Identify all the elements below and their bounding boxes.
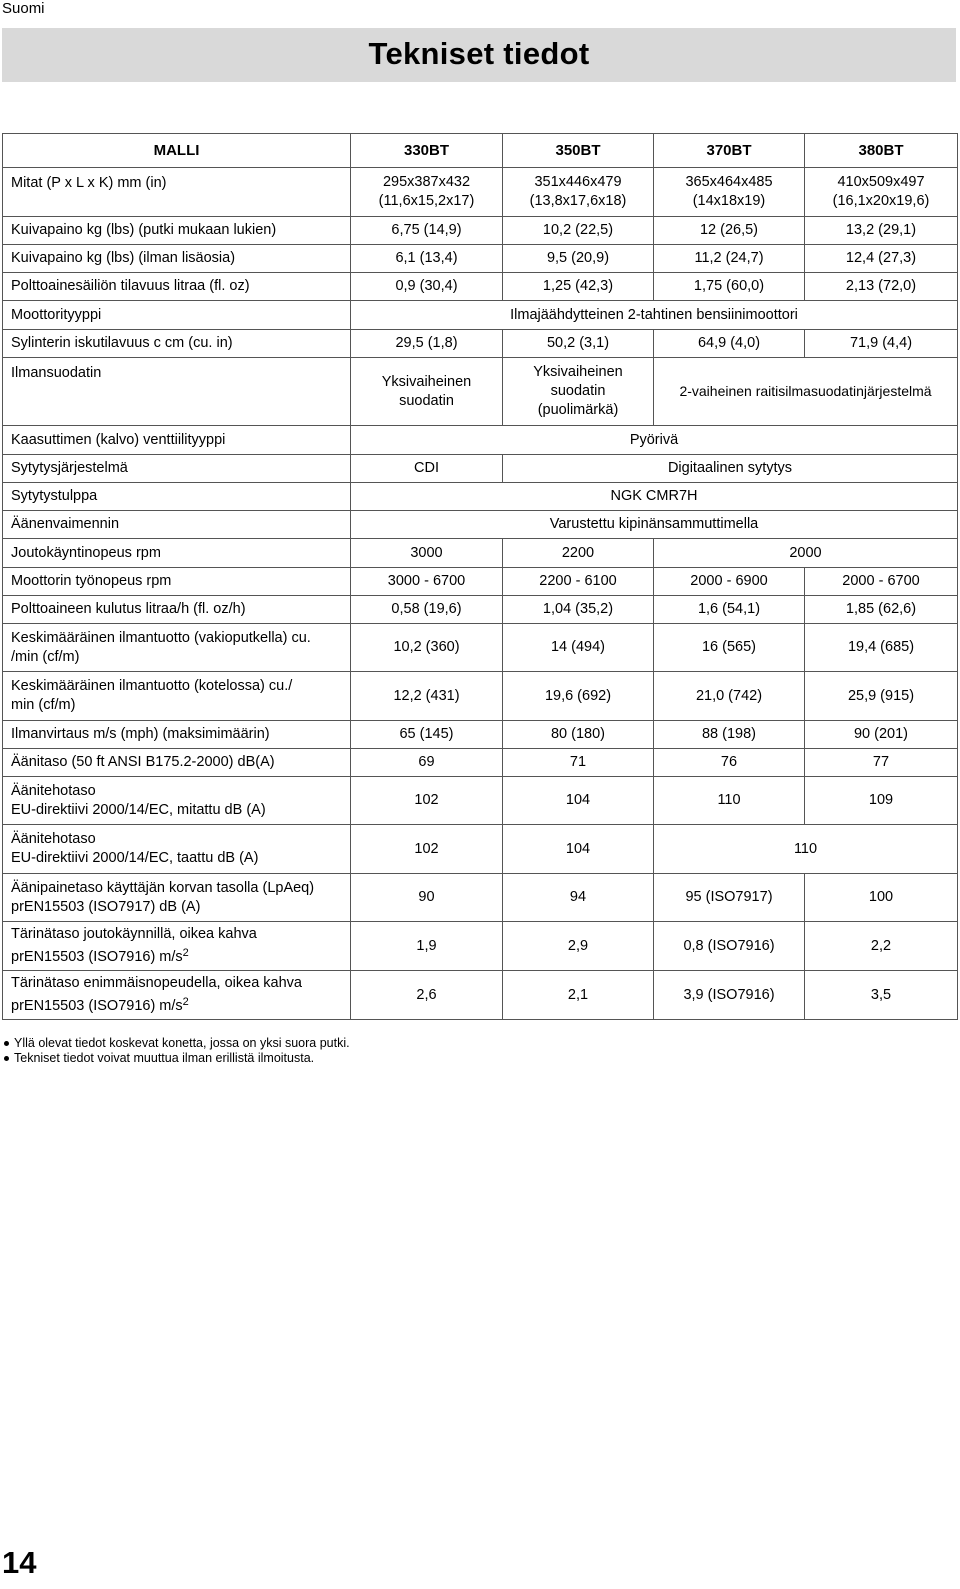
footnotes bbox=[4, 1036, 350, 1066]
row-label: Äänitehotaso EU-direktiivi 2000/14/EC, taattu dB (A) bbox=[3, 825, 351, 874]
cell: 12,2 (431) bbox=[351, 672, 503, 721]
page-title: Tekniset tiedot bbox=[368, 36, 590, 71]
table-row bbox=[3, 455, 958, 483]
superscript: 2 bbox=[182, 996, 189, 1008]
row-label: Sytytysjärjestelmä bbox=[3, 455, 351, 483]
row-label: Kuivapaino kg (lbs) (ilman lisäosia) bbox=[3, 245, 351, 273]
table-row bbox=[3, 672, 958, 721]
row-label: Polttoaineen kulutus litraa/h (fl. oz/h) bbox=[3, 596, 351, 624]
table-header-row bbox=[3, 134, 958, 168]
cell: 19,6 (692) bbox=[503, 672, 654, 721]
footnote bbox=[4, 1051, 350, 1066]
table-row bbox=[3, 301, 958, 330]
cell: 12 (26,5) bbox=[654, 217, 805, 245]
cell: 21,0 (742) bbox=[654, 672, 805, 721]
row-label: Keskimääräinen ilmantuotto (kotelossa) cu./ min (cf/m) bbox=[3, 672, 351, 721]
bullet-icon bbox=[4, 1041, 9, 1046]
superscript: 2 bbox=[182, 947, 189, 959]
table-row bbox=[3, 168, 958, 217]
row-label: Ilmansuodatin bbox=[3, 358, 351, 426]
cell: 2000 - 6900 bbox=[654, 568, 805, 596]
table-row bbox=[3, 511, 958, 539]
row-label: Joutokäyntinopeus rpm bbox=[3, 539, 351, 568]
table-row bbox=[3, 330, 958, 358]
cell: 100 bbox=[805, 874, 958, 922]
cell: Digitaalinen sytytys bbox=[503, 455, 958, 483]
table-row bbox=[3, 539, 958, 568]
cell: 1,04 (35,2) bbox=[503, 596, 654, 624]
cell: 2000 bbox=[654, 539, 958, 568]
cell: 29,5 (1,8) bbox=[351, 330, 503, 358]
cell: 77 bbox=[805, 749, 958, 777]
cell: 2,1 bbox=[503, 971, 654, 1020]
row-label: Äänenvaimennin bbox=[3, 511, 351, 539]
row-label: Äänitaso (50 ft ANSI B175.2-2000) dB(A) bbox=[3, 749, 351, 777]
table-row bbox=[3, 245, 958, 273]
cell: 10,2 (360) bbox=[351, 624, 503, 672]
row-label: Keskimääräinen ilmantuotto (vakioputkella) cu. /min (cf/m) bbox=[3, 624, 351, 672]
cell: 102 bbox=[351, 825, 503, 874]
header-330bt: 330BT bbox=[351, 134, 503, 168]
cell: 2,6 bbox=[351, 971, 503, 1020]
cell: 19,4 (685) bbox=[805, 624, 958, 672]
cell: Pyörivä bbox=[351, 426, 958, 455]
table-row bbox=[3, 721, 958, 749]
cell: 110 bbox=[654, 777, 805, 825]
header-350bt: 350BT bbox=[503, 134, 654, 168]
cell: 3000 bbox=[351, 539, 503, 568]
spec-table bbox=[2, 133, 958, 1020]
cell: 50,2 (3,1) bbox=[503, 330, 654, 358]
cell: 16 (565) bbox=[654, 624, 805, 672]
cell: 90 bbox=[351, 874, 503, 922]
cell: 69 bbox=[351, 749, 503, 777]
table-row bbox=[3, 217, 958, 245]
cell: 351x446x479 (13,8x17,6x18) bbox=[503, 168, 654, 217]
table-row bbox=[3, 358, 958, 426]
header-370bt: 370BT bbox=[654, 134, 805, 168]
cell: 1,6 (54,1) bbox=[654, 596, 805, 624]
row-label-cell bbox=[3, 922, 351, 971]
table-row bbox=[3, 483, 958, 511]
cell: 410x509x497 (16,1x20x19,6) bbox=[805, 168, 958, 217]
row-label: Sytytystulppa bbox=[3, 483, 351, 511]
cell: 95 (ISO7917) bbox=[654, 874, 805, 922]
table-row bbox=[3, 749, 958, 777]
footnote-text: Tekniset tiedot voivat muuttua ilman erillistä ilmoitusta. bbox=[14, 1051, 315, 1065]
cell: 0,9 (30,4) bbox=[351, 273, 503, 301]
cell: 365x464x485 (14x18x19) bbox=[654, 168, 805, 217]
footnote bbox=[4, 1036, 350, 1051]
cell: 1,75 (60,0) bbox=[654, 273, 805, 301]
cell: 12,4 (27,3) bbox=[805, 245, 958, 273]
table-row bbox=[3, 426, 958, 455]
cell: 109 bbox=[805, 777, 958, 825]
cell: 71 bbox=[503, 749, 654, 777]
cell: 104 bbox=[503, 825, 654, 874]
cell: 80 (180) bbox=[503, 721, 654, 749]
row-label-cell bbox=[3, 971, 351, 1020]
cell: 110 bbox=[654, 825, 958, 874]
header-malli: MALLI bbox=[3, 134, 351, 168]
cell: 64,9 (4,0) bbox=[654, 330, 805, 358]
cell: 9,5 (20,9) bbox=[503, 245, 654, 273]
table-row bbox=[3, 922, 958, 971]
row-label: Äänipainetaso käyttäjän korvan tasolla (LpAeq) prEN15503 (ISO7917) dB (A) bbox=[3, 874, 351, 922]
cell: 2000 - 6700 bbox=[805, 568, 958, 596]
table-row bbox=[3, 273, 958, 301]
bullet-icon bbox=[4, 1056, 9, 1061]
cell: Varustettu kipinänsammuttimella bbox=[351, 511, 958, 539]
cell: 65 (145) bbox=[351, 721, 503, 749]
cell: 2-vaiheinen raitisilmasuodatinjärjestelmä bbox=[654, 358, 958, 426]
table-row bbox=[3, 568, 958, 596]
table-row bbox=[3, 596, 958, 624]
cell: 14 (494) bbox=[503, 624, 654, 672]
row-label: Kuivapaino kg (lbs) (putki mukaan lukien) bbox=[3, 217, 351, 245]
row-label: Tärinätaso joutokäynnillä, oikea kahva prEN15503 (ISO7916) m/s bbox=[11, 926, 257, 965]
cell: 76 bbox=[654, 749, 805, 777]
cell: 90 (201) bbox=[805, 721, 958, 749]
cell: 2200 - 6100 bbox=[503, 568, 654, 596]
title-bar bbox=[2, 28, 956, 82]
row-label: Moottorin työnopeus rpm bbox=[3, 568, 351, 596]
cell: 2,9 bbox=[503, 922, 654, 971]
cell: 71,9 (4,4) bbox=[805, 330, 958, 358]
cell: 0,58 (19,6) bbox=[351, 596, 503, 624]
cell: 88 (198) bbox=[654, 721, 805, 749]
header-380bt: 380BT bbox=[805, 134, 958, 168]
row-label: Ilmanvirtaus m/s (mph) (maksimimäärin) bbox=[3, 721, 351, 749]
row-label: Mitat (P x L x K) mm (in) bbox=[3, 168, 351, 217]
cell: 6,75 (14,9) bbox=[351, 217, 503, 245]
row-label: Äänitehotaso EU-direktiivi 2000/14/EC, mitattu dB (A) bbox=[3, 777, 351, 825]
page-number: 14 bbox=[2, 1545, 37, 1580]
table-row bbox=[3, 971, 958, 1020]
cell: 2200 bbox=[503, 539, 654, 568]
cell: 1,25 (42,3) bbox=[503, 273, 654, 301]
table-row bbox=[3, 777, 958, 825]
footnote-text: Yllä olevat tiedot koskevat konetta, jossa on yksi suora putki. bbox=[14, 1036, 350, 1050]
row-label: Moottorityyppi bbox=[3, 301, 351, 330]
cell: 6,1 (13,4) bbox=[351, 245, 503, 273]
row-label: Polttoainesäiliön tilavuus litraa (fl. oz) bbox=[3, 273, 351, 301]
cell: 2,13 (72,0) bbox=[805, 273, 958, 301]
table-row bbox=[3, 825, 958, 874]
row-label: Sylinterin iskutilavuus c cm (cu. in) bbox=[3, 330, 351, 358]
cell: 13,2 (29,1) bbox=[805, 217, 958, 245]
cell: 295x387x432 (11,6x15,2x17) bbox=[351, 168, 503, 217]
cell: 104 bbox=[503, 777, 654, 825]
cell: 3,5 bbox=[805, 971, 958, 1020]
cell: 1,85 (62,6) bbox=[805, 596, 958, 624]
cell: Yksivaiheinen suodatin (puolimärkä) bbox=[503, 358, 654, 426]
cell: CDI bbox=[351, 455, 503, 483]
table-row bbox=[3, 874, 958, 922]
cell: 3000 - 6700 bbox=[351, 568, 503, 596]
cell: 1,9 bbox=[351, 922, 503, 971]
cell: 25,9 (915) bbox=[805, 672, 958, 721]
cell: Yksivaiheinen suodatin bbox=[351, 358, 503, 426]
language-label: Suomi bbox=[2, 0, 45, 17]
cell: 0,8 (ISO7916) bbox=[654, 922, 805, 971]
cell: 10,2 (22,5) bbox=[503, 217, 654, 245]
cell: 11,2 (24,7) bbox=[654, 245, 805, 273]
cell: NGK CMR7H bbox=[351, 483, 958, 511]
row-label: Tärinätaso enimmäisnopeudella, oikea kahva prEN15503 (ISO7916) m/s bbox=[11, 975, 302, 1014]
row-label: Kaasuttimen (kalvo) venttiilityyppi bbox=[3, 426, 351, 455]
cell: 3,9 (ISO7916) bbox=[654, 971, 805, 1020]
cell: 94 bbox=[503, 874, 654, 922]
cell: Ilmajäähdytteinen 2-tahtinen bensiinimoottori bbox=[351, 301, 958, 330]
table-row bbox=[3, 624, 958, 672]
cell: 2,2 bbox=[805, 922, 958, 971]
cell: 102 bbox=[351, 777, 503, 825]
